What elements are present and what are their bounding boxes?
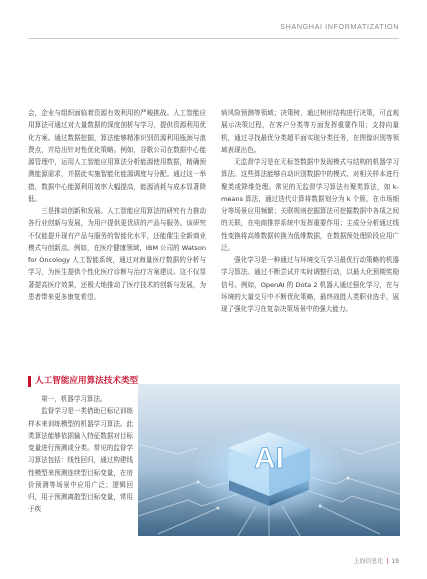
left-paragraph-2: 三是推动创新和发展。人工智能应用算法的研究有力推动各行业创新与发展，为用户提供更优质的产品与服务。该研究不仅能提升现有产品与服务的智能化水平，还能催生全新商业模式与创新点。例如，在医疗健康领域，IBM 公司的 Watson for Oncology 人工智能系统，通过对海量医疗数据的分析与学习，为医生提供个性化医疗诊断与治疗方案建议。这不仅显著提高医疗效果，还极大地推动了医疗技术的创新与发展，为患者带来更多康复希望。 [28,207,206,301]
left-paragraph-1: 会，企业与组织面临着资源有效利用的严峻挑战。人工智能应用算法可通过对大量数据的深度剖析与学习，提供资源利用优化方案。通过数据挖掘，算法能够精准识别资源利用瓶颈与浪费点，并给出针对性优化策略。例如，谷歌公司在数据中心能源管理中，运用人工智能应用算法分析能源使用数据，精确预测能源需求，并据此实施智能化能源调度与分配。通过这一举措，数据中心能源利用效率大幅提高，能源消耗与成本显著降低。 [28,109,206,203]
ai-chip-illustration [138,384,400,536]
right-column [221,107,399,315]
page-number: 19 [391,558,399,565]
section-title: 人工智能应用算法技术类型 [35,376,139,386]
section-paragraph-1: 第一，机器学习算法。 [41,395,107,403]
right-paragraph-2: 无监督学习是在无标签数据中发现模式与结构的机器学习算法。这些算法能够自动识别数据中的模式、对相关样本进行聚类或降维处理。常见的无监督学习算法有聚类算法，如 k-means 算法，通过迭代计算将数据划分为 k 个簇，在市场细分等场景应用频繁；关联规则挖掘算法可挖掘数据中各项之间的关联，在电商推荐系统中发挥重要作用；主成分分析通过线性变换将高维数据转换为低维数据，在数据预处理阶段应用广泛。 [221,158,399,252]
header-text: SHANGHAI INFORMATIZATION [280,22,399,31]
left-column [28,107,206,303]
ai-chip-label: AI [254,442,284,475]
page-footer [353,556,399,565]
section-paragraph-2: 监督学习是一类借助已标记训练样本来训练模型的机器学习算法。此类算法能够依据输入特征数据对目标变量进行预测或分类。常见的监督学习算法包括：线性回归，通过构建线性模型来预测连续型目标变量，在房价预测等场景中应用广泛；逻辑回归，用于预测离散型目标变量，常用于疾 [28,407,133,514]
footer-brand: 上海信息化 [353,558,384,565]
header-rule [28,38,399,39]
right-paragraph-3: 强化学习是一种通过与环境交互学习最优行动策略的机器学习算法。通过不断尝试并实时调整行动，以最大化预期奖励信号。例如，OpenAI 的 Dota 2 机器人通过强化学习，在与环境的大量交互中不断优化策略，最终战胜人类职业选手，展现了强化学习在复杂决策场景中的强大能力。 [221,256,399,313]
right-paragraph-1: 病风险预测等领域；决策树，通过树形结构进行决策，可直观展示决策过程，在客户分类等方面发挥重要作用；支持向量机，通过寻找最优分类超平面实现分类任务，在图像识别等领域表现出色。 [221,109,399,154]
section-body [28,393,133,516]
section-accent-bar [28,376,31,387]
ai-chip-image [138,384,400,536]
footer-separator: | [386,558,389,565]
